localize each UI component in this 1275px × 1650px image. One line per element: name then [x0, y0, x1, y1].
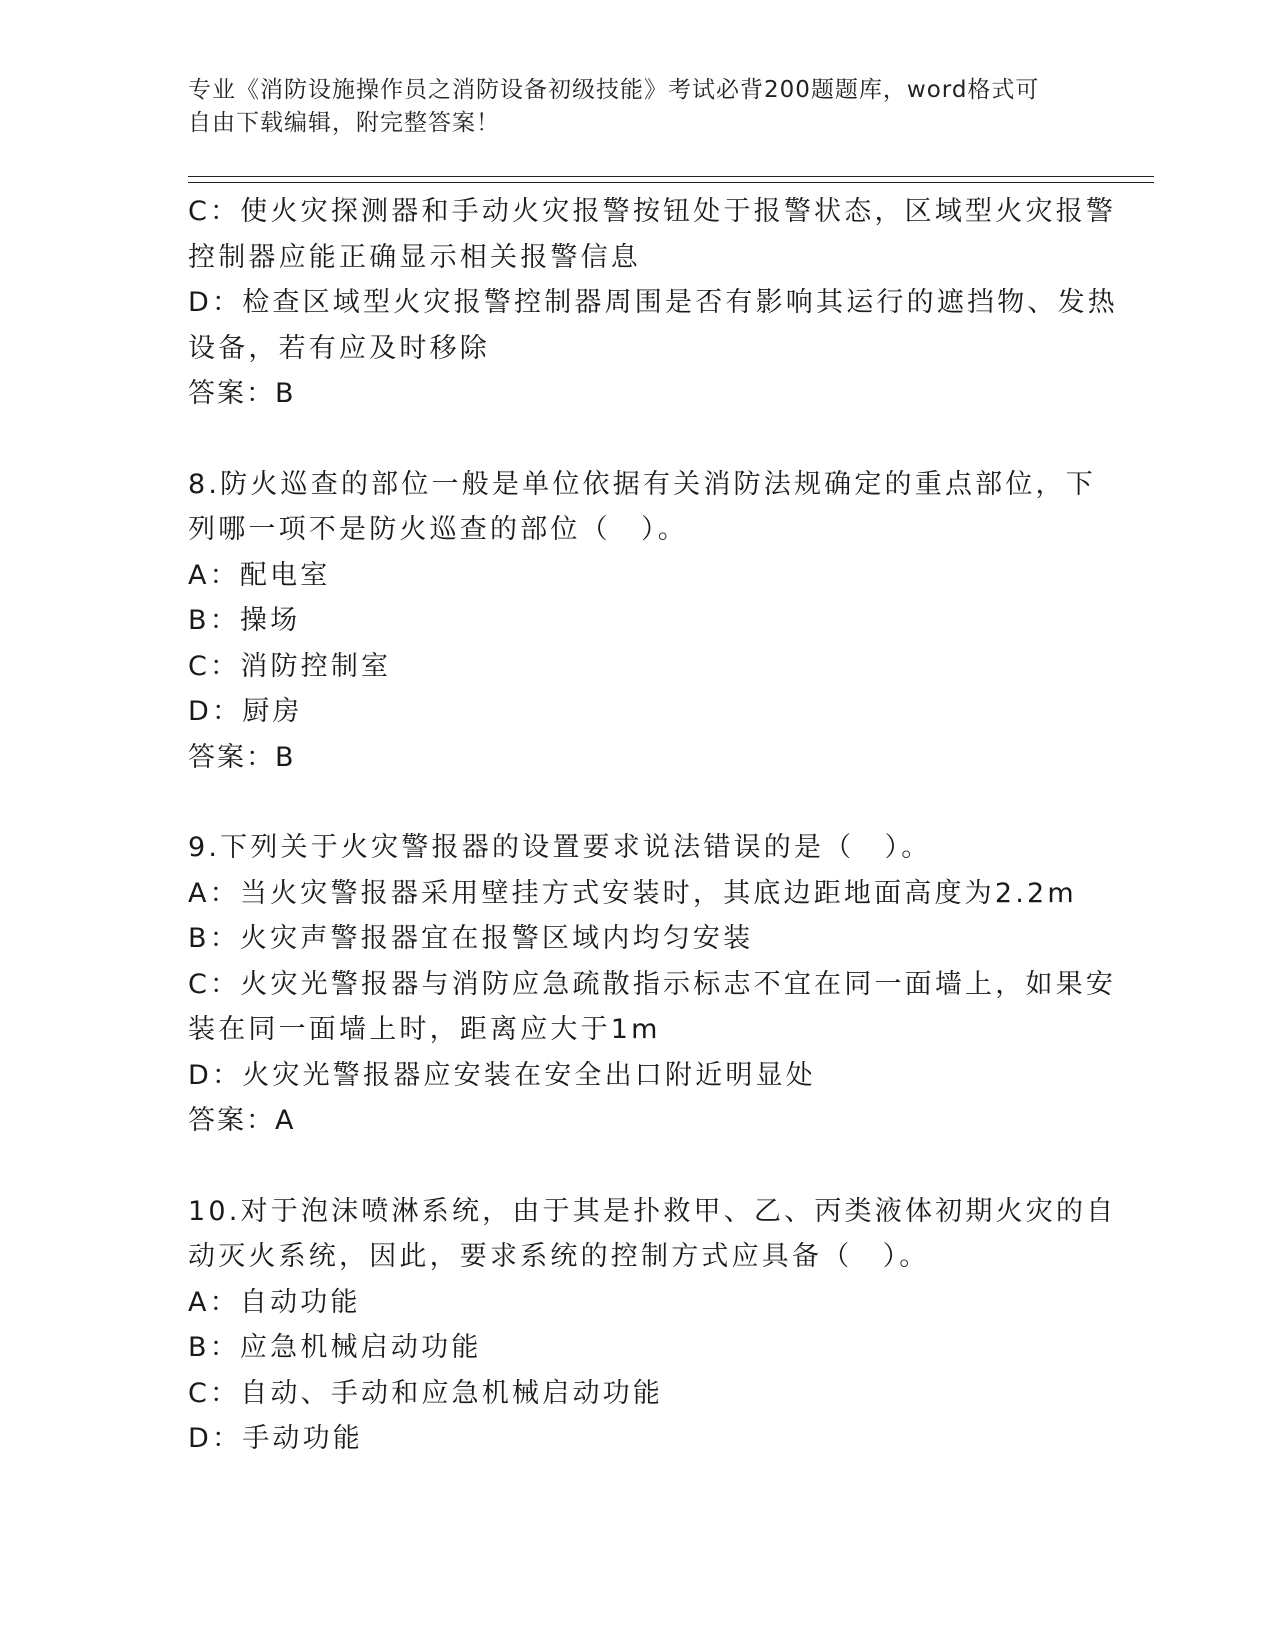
question-8 [188, 462, 1096, 781]
q8-option-c: C：消防控制室 [188, 650, 392, 682]
q9-option-b: B：火灾声警报器宜在报警区域内均匀安装 [188, 923, 754, 954]
q9-stem: 9.下列关于火灾警报器的设置要求说法错误的是（ ）。 [188, 832, 932, 863]
question-10 [188, 1189, 1117, 1462]
spacer [188, 1144, 1088, 1189]
q9-option-a: A：当火灾警报器采用壁挂方式安装时，其底边距地面高度为2.2m [188, 877, 1077, 909]
q9-option-d: D：火灾光警报器应安装在安全出口附近明显处 [188, 1059, 816, 1091]
q8-option-a: A：配电室 [188, 559, 331, 591]
q10-option-b: B：应急机械启动功能 [188, 1332, 482, 1363]
question-list [188, 189, 1118, 1462]
q9-answer: 答案：A [188, 1105, 296, 1136]
q10-option-a: A：自动功能 [188, 1286, 361, 1318]
q8-option-b: B：操场 [188, 605, 301, 636]
header-title-line-2: 自由下载编辑，附完整答案！ [188, 110, 500, 136]
spacer [188, 780, 1088, 825]
q7-option-d-line-1: D：检查区域型火灾报警控制器周围是否有影响其运行的遮挡物、发热 [188, 287, 1118, 318]
q8-option-d: D：厨房 [188, 696, 303, 727]
q10-option-d: D：手动功能 [188, 1423, 363, 1454]
question-7-tail [188, 189, 1118, 417]
q8-answer: 答案：B [188, 741, 296, 773]
q10-stem-line-2: 动灭火系统，因此，要求系统的控制方式应具备（ ）。 [188, 1241, 930, 1272]
q8-stem-line-1: 8.防火巡查的部位一般是单位依据有关消防法规确定的重点部位，下 [188, 468, 1096, 500]
q8-stem-line-2: 列哪一项不是防火巡查的部位（ ）。 [188, 514, 688, 545]
question-9 [188, 825, 1117, 1144]
q7-option-d-line-2: 设备，若有应及时移除 [188, 332, 490, 364]
q7-option-c-line-1: C：使火灾探测器和手动火灾报警按钮处于报警状态，区域型火灾报警 [188, 196, 1117, 227]
document-header [188, 74, 1068, 140]
q10-option-c: C：自动、手动和应急机械启动功能 [188, 1377, 664, 1409]
header-title-line-1: 专业《消防设施操作员之消防设备初级技能》考试必背200题题库，word格式可 [188, 77, 1040, 103]
q10-stem-line-1: 10.对于泡沫喷淋系统，由于其是扑救甲、乙、丙类液体初期火灾的自 [188, 1195, 1117, 1227]
header-divider [188, 176, 1154, 183]
q7-option-c-line-2: 控制器应能正确显示相关报警信息 [188, 241, 641, 273]
spacer [188, 417, 1088, 462]
q9-option-c-line-1: C：火灾光警报器与消防应急疏散指示标志不宜在同一面墙上，如果安 [188, 968, 1117, 1000]
q9-option-c-line-2: 装在同一面墙上时，距离应大于1m [188, 1014, 661, 1045]
q7-answer: 答案：B [188, 378, 296, 409]
